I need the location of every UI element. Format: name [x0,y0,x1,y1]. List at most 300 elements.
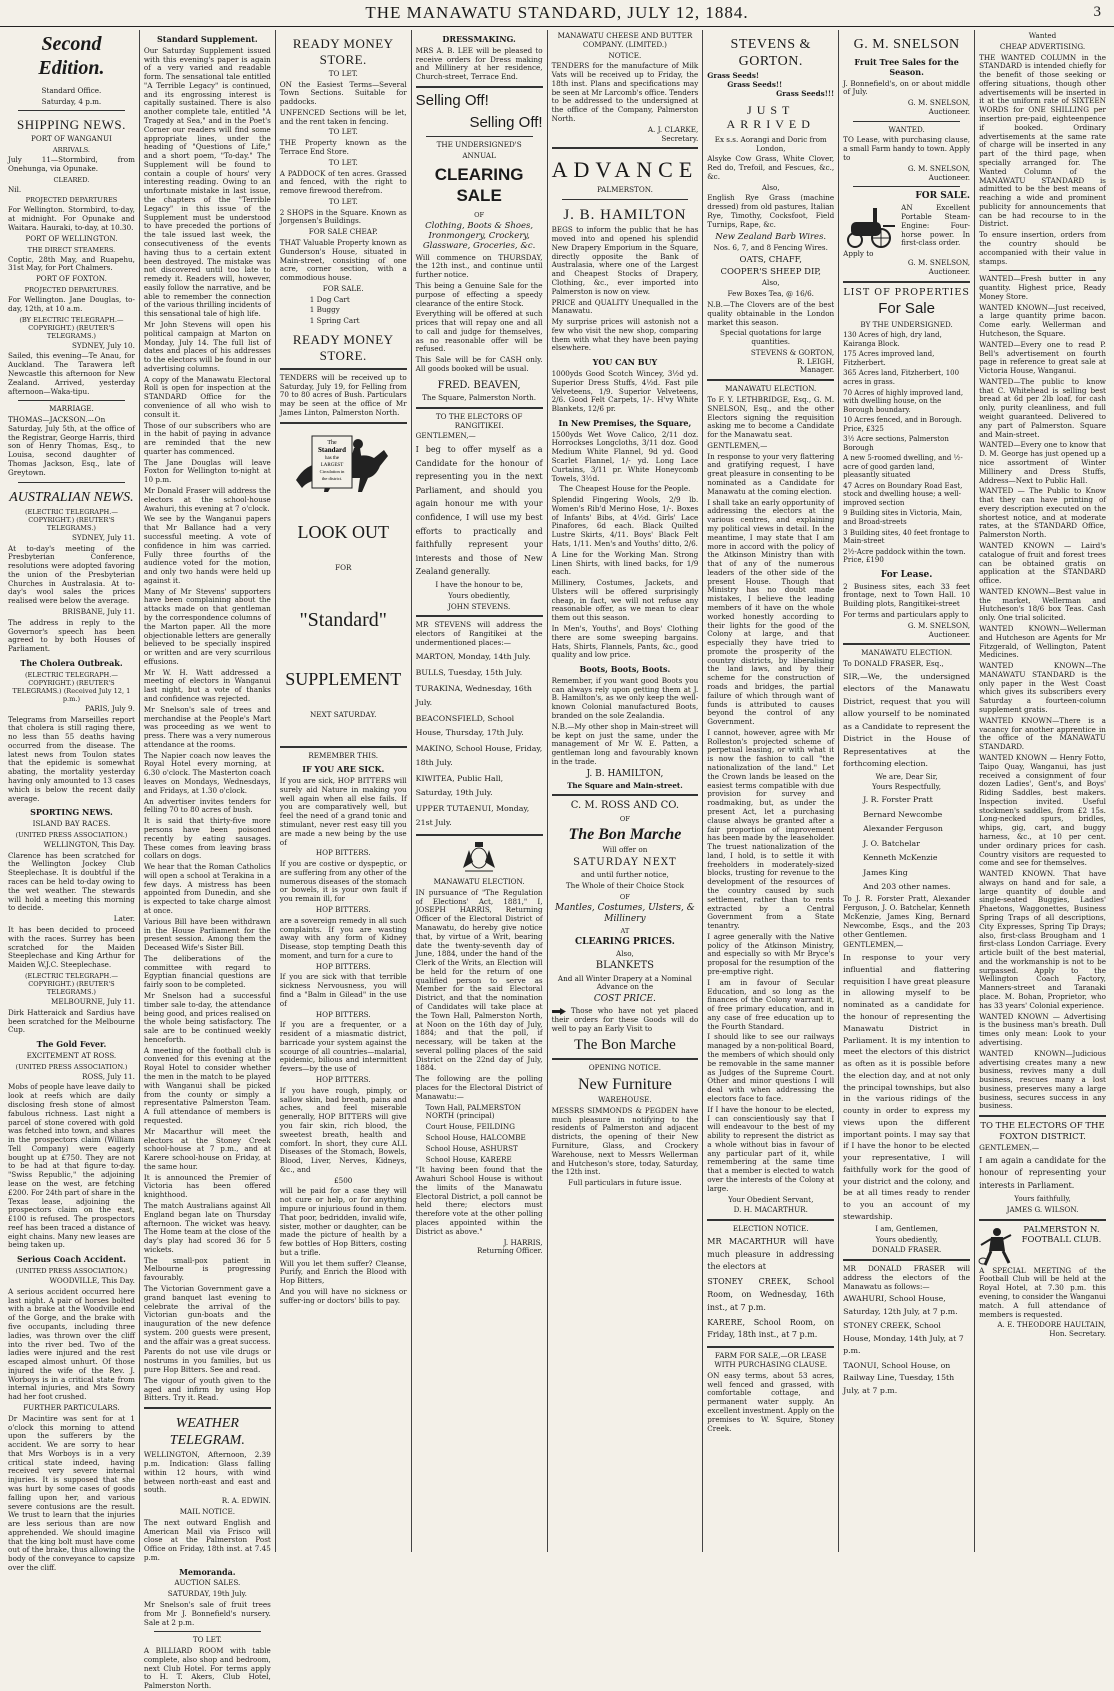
divider [426,136,533,137]
column-8 [975,30,1110,1552]
column-6 [703,30,839,1552]
credit-line: Those who have not yet placed their orders for these Goods will do well to pay an Early Visit to [551,1006,699,1033]
also-line: Also, [761,278,780,288]
lease-text: 2 Business sites, each 33 feet frontage, next to Town Hall. 10 Building plots, Rangitikei-street [843,581,971,609]
news-paragraph: The deliberations of the committee with regard to Egyptian financial questions are fairly soon to be completed. [143,953,271,990]
closing-line: I am, Gentlemen, [875,1223,939,1233]
nb-text: N.B.—The Clovers are of the best quality obtainable in the London market this season. [707,299,835,327]
sale-text: This being a Genuine Sale for the purpose of effecting a speedy clearance of the entire Stock. [415,280,543,308]
list-item: 1 Spring Cart [309,316,360,326]
news-paragraph: Many of Mr Stevens' supporters have been complaining about the attacks made on that gentleman by the correspondence columns of the Marton paper. All the more objectionable letters are generally believed to be specially inspired or written and are very scurrilous effusions. [143,586,271,666]
wanted-ad: WANTED KNOWN — Henry Fotto, Taipo Quay, Wanganui, has just received a consignment of four dozen Ladies', Gent's, and Boys' Riding Saddles, best makers. Inspection invited. Useful stockmen's saddles, from £2 15s. Long-necked spurs, bridles, whips, gig, cart, and buggy harness, &c., at 10 per cent. under ordinary prices for cash. Country visitors are requested to come and see for themselves. [979,752,1106,868]
news-paragraph: Mr Macarthur will meet the electors at the Stoney Creek school-house at 7 p.m., and at Karere school-house on Friday, at the same hour. [143,1126,271,1171]
wanted-ad: WANTED KNOWN—Best value in the market, Wellerman and Hutcheson's 18/6 box Teas. Cash only. One trial solicited. [979,586,1106,623]
dateline: ROSS, July 11. [81,1071,135,1081]
telegraph-line: (ELECTRIC TELEGRAPH.—COPYRIGHT.) (REUTER'S TELEGRAMS.) (Received July 12, 1 p.m.) [12,670,131,703]
memoranda-heading: Memoranda. [179,1566,236,1577]
wanted-ad: WANTED KNOWN—Wellerman and Hutcheson are Agents for Mr Fitzgerald, of Wellington, Patent Medicines. [979,624,1106,660]
football-club-heading: PALMERSTON N. FOOTBALL CLUB. [1021,1224,1102,1245]
wanted-ad: WANTED KNOWN — Advertising is the business man's breath. Dull times only mean: Look to your advertising. [979,1011,1106,1047]
at-line: AT [620,926,630,935]
hop-text: And you will have no sickness or suffer-ing or doctors' bills to pay. [279,1287,407,1305]
news-paragraph: We see by the Wanganui papers that Mr Ballance had a very successful meeting. A vote of confidence in him was carried. Fully three fourths of the audience voted for the motion, and only two hands were held up against it. [143,514,271,585]
selling-off-1: Selling Off! [415,91,489,109]
hop-label: HOP BITTERS. [315,961,371,971]
tolet-text: 2 SHOPS in the Square. Known as Jorgensen's Buildings. [279,207,407,226]
divider [416,407,543,409]
list-item: 9 Building sites in Victoria, Main, and Broad-streets [843,509,963,526]
snelson-role: Auctioneer. [928,172,971,182]
banner-text: the district. [322,475,343,481]
forsale-heading: FOR SALE. [915,191,971,202]
list-item: TURAKINA, Wednesday, 16th July. [415,683,532,707]
fraser-signature: DONALD FRASER. [871,1245,942,1255]
price-list: 1000yds Good Scotch Wincey, 3½d yd. Superior Dress Stuffs, 4½d. Fast pile Velveteens, 1/9. Superior Velveteens, 2/6. Good Felt Carpets, 1/-. H'vy White Blankets, 12/6 pr. [551,368,699,414]
closing-line: Yours Respectfully, [872,782,942,792]
harris-signature: J. HARRIS, [503,1237,543,1247]
palmerston-line: PALMERSTON. [596,185,653,195]
dressmaking-heading: DRESSMAKING. [442,34,516,44]
next-saturday: NEXT SATURDAY. [309,709,377,719]
meeting-places [416,650,543,830]
dateline: BRISBANE, July 11. [62,606,135,616]
list-item: 365 Acres land, Fitzherbert, 100 acres in grass. [843,369,960,387]
divider [18,482,125,483]
divider [416,86,543,88]
grass-seeds: Grass Seeds!! [727,79,783,89]
direct-text: Coptic, 28th May, and Ruapehu, 31st May, for Port Chalmers. [8,254,135,273]
shipping-heading: SHIPPING NEWS. [17,117,126,133]
wanted-heading: WANTED. [888,124,925,134]
rangitikei-text: I beg to offer myself as a Candidate for the honour of representing you in the next Parliament, and should you again honour me with your confidence, I will use my best efforts to practically and faithfully represent your interests and those of New Zealand generally. [415,445,543,577]
oats-line: OATS, CHAFF, [739,254,802,265]
sg-role: Manager. [799,365,835,375]
credit-text [552,1007,699,1033]
news-paragraph: The small-pox patient in Melbourne is progressing favourably. [143,1255,271,1283]
macarthur-text: I agree generally with the Native policy of the Atkinson Ministry, and especially so with Mr Bryce's proposal for the resumption of the pre-emptive right. [707,931,835,977]
divider [552,1058,699,1060]
boots-text: Remember, if you want good Boots you can always rely upon getting them at J. B. Hamilton's, as we only keep the well-known Colonial manufactured Boots, branded on the sole Zealandia. [551,675,699,721]
auction-date: SATURDAY, 19th July. [167,1589,247,1599]
sg-signature: STEVENS & GORTON, [750,347,835,357]
farm-heading: FARM FOR SALE,—OR LEASE WITH PURCHASING CLAUSE. [714,1351,828,1370]
store-footer: READY MONEY STORE. [292,332,394,363]
clearing-prices: CLEARING PRICES. [574,936,675,947]
barb-wire-line: New Zealand Barb Wires. [715,231,827,242]
hop-text: If you are sick with that terrible sickness Nervousness, you will find a "Balm in Gilead" in the use of [279,972,407,1008]
column-1 [4,30,140,1573]
column-2 [140,30,276,1691]
selling-off-2: Selling Off! [469,114,543,132]
requisition-text: SIR,—We, the undersigned electors of the Manawatu District, request that you will allow yourself to be nominated as a Candidate to represent the District in the House of Representatives at the forthcoming election. [843,671,971,769]
telegraph-line: (ELECTRIC TELEGRAPH.—COPYRIGHT.) (REUTER'S TELEGRAMS.) [24,971,118,996]
hop-text: will be paid for a case they will not cure or help, or for anything impure or injurious found in them. That poor, bedridden, invalid wife, sister, mother or daughter, can be made the picture of health by a few bottles of Hop Bitters, costing but a trifle. [279,1186,407,1257]
horse-rider-illustration [288,430,398,500]
telegraph-line: (ELECTRIC TELEGRAPH.—COPYRIGHT.) (REUTER'S TELEGRAMS.) [24,507,118,532]
news-paragraph: Those of our subscribers who are in the habit of paying in advance are reminded that the new quarter has commenced. [143,420,271,456]
divider [280,422,407,424]
beaven-name: FRED. BEAVEN, [437,379,521,391]
wanted-ad: WANTED KNOWN — Laird's catalogue of fruit and forest trees can be obtained gratis on application at the STANDARD office. [979,540,1106,586]
wanted-top: Wanted [1028,31,1057,40]
news-paragraph: The vigour of youth given to the aged and infirm by using Hop Bitters. Try it. Read. [143,1375,271,1403]
banner-text: Standard [318,445,347,454]
bon-marche-footer: The Bon Marche [574,1036,676,1053]
sporting-heading: SPORTING NEWS. [30,807,113,818]
snelson-signature: G. M. SNELSON, [907,620,971,630]
fraser-meetings [843,1293,970,1397]
list-item: BEACONSFIELD, School House, Thursday, 17th July. [415,713,524,737]
list-item: And 203 other names. [863,881,951,891]
clarke-signature: A. J. CLARKE, [647,124,699,134]
list-item: 3½ Acre sections, Palmerston Borough [843,435,949,452]
macarthur-signature: D. H. MACARTHUR. [733,1205,808,1215]
until-line: and until further notice, [581,870,669,880]
buy-heading: YOU CAN BUY [592,357,658,368]
supplement-heading: Standard Supplement. [157,34,258,44]
hop-text: are a sovereign remedy in all such complaints. If you are wasting away with any form of Kidney Disease, stop tempting Death this moment, and turn for a cure to [279,915,407,960]
tolet-heading: TO LET. [328,196,358,206]
will-offer: Will offer on [602,845,648,855]
list-item: 130 Acres of high, dry land, Kairanga Block. [843,331,942,348]
column-3 [276,30,412,1552]
banner-text: LARGEST [320,462,344,468]
divider [843,1259,970,1261]
tolet-heading: TO LET. [328,127,358,137]
list-item: James King [863,867,908,877]
ensure-text: To ensure insertion, orders from the country should be accompanied with their value in stamps. [979,230,1106,266]
australian-text-2: The address in reply to the Governor's speech has been agreed to by both Houses of Parliament. [8,617,135,654]
election-notice-heading: ELECTION NOTICE. [732,1224,809,1234]
snelson-role: Auctioneer. [928,266,971,276]
seeds-text: Alsyke Cow Grass, White Clover, Red do, Trefoil, and Fescues, &c., &c. [707,154,835,181]
list-item: Alexander Ferguson [863,824,943,834]
snelson-signature: G. M. SNELSON, [907,98,971,108]
dateline: SYDNEY, July 11. [71,532,135,542]
advance-heading: ADVANCE [551,157,699,183]
news-paragraph: The match Australians against All England began late on Thursday afternoon. The wicket was heavy. The Home team at the close of the day's play had scored 36 for 5 wickets. [143,1200,271,1254]
apply-line: Apply to [843,249,874,259]
property-list [843,331,970,564]
lookout-heading: LOOK OUT [297,521,389,542]
hop-text: Will you let them suffer? Cleanse, Purify, and Enrich the Blood with Hop Bitters, [279,1258,407,1286]
column-7 [839,30,975,1552]
foxton-heading: TO THE ELECTORS OF THE FOXTON DISTRICT. [980,1121,1105,1142]
news-paragraph: A meeting of the football club is convened for this evening at the Royal Hotel to consider whether the men in the match to be played with Wanganui shall be picked from the county or simply a representative Palmerston Team. A full attendance of members is requested. [143,1045,271,1125]
macarthur-text: If I have the honour to be elected, I can conscientiously say that I will endeavour to the best of my ability to represent the district as a whole without bias in favour of any particular part of it, while remembering at the same time that a member is elected to watch over the interests of the Colony at large. [707,1104,835,1193]
wanted-ad: WANTED—Every one to read P. Bell's advertisement on fourth page in reference to great sale at Victoria House, Wanganui. [979,339,1106,376]
dateline: MELBOURNE, July 11. [51,996,135,1006]
marriage-text: THOMAS—JACKSON.—On Saturday, July 5th, at the office of the Registrar, George Harris, third son of Henry Thomas, Esq., to Louisa, second daughter of Thomas Jackson, Esq., late of Greytown. [8,415,135,477]
island-bay-heading: ISLAND BAY RACES. [32,819,111,829]
divider [843,281,970,283]
list-item: 1 Dog Cart [309,294,350,304]
news-paragraph: Mr Snelson had a successful timber sale to-day, the attendance being good, and prices realised on the whole being satisfactory. The sale are to be continued weekly henceforth. [143,991,271,1044]
karere-meeting: KARERE, School Room, on Friday, 18th inst., at 7 p.m. [707,1317,835,1340]
divider [552,794,699,796]
by-undersigned: BY THE UNDERSIGNED. [860,319,953,329]
ross-name: C. M. ROSS AND CO. [570,800,680,812]
projected-text: For Wellington. Stormbird, to-day, at midnight. For Opunake and Waitara. Hauraki, to-day, at 10.30. [8,205,135,232]
port-foxton: PORT OF FOXTON. [35,274,107,284]
sick-heading: IF YOU ARE SICK. [302,764,385,775]
clearing-sale-heading: CLEARING SALE [434,165,524,205]
hop-text: If you are sick, HOP BITTERS will surely aid Nature in making you well again when all else fails. If you are comparatively well, but feel the need of a grand tonic and stimulant, never rest easy till you are made a new being by the use of [279,776,407,847]
list-item: AWAHURI, School House, Saturday, 12th July, at 7 p.m. [843,1294,958,1316]
closing-line: Yours faithfully, [1014,1194,1071,1204]
stoney-creek-meeting: STONEY CREEK, School Room, on Wednesday, 16th inst., at 7 p.m. [707,1277,835,1312]
hop-text: If you are costive or dyspeptic, or are suffering from any other of the numerous diseases of the stomach or bowels, it is your own fault if you remain ill, for [279,859,407,904]
cleared-text: Nil. [8,184,22,194]
price-list: 1500yds Wet Wove Calico, 2/11 doz. Horrockses Longcloths, 3/11 doz. Good Medium White Flannel, 9d yd. Good Scarlet Flannel, 1/- yd. Long Lace Curtains, 3/11 pr. White Honeycomb Towels, 3½d. [551,429,699,483]
also-line: Also, [616,948,634,958]
notice-text: MR MACARTHUR will have much pleasure in addressing the electors at [707,1236,835,1272]
coach-text: A serious accident occurred here last night. A pair of horses bolted with a brake at the Woodville end of the Gorge, and the brake with five occupants, including three ladies, was thrown over the cliff into the river bed. Two of the ladies were injured and the rest escaped almost unhurt. Of those injured the wife of the Rev. J. Worboys is in a critical state from internal injuries, and Mrs Sowry had her foot crushed. [8,1286,135,1402]
tolet-text: A BILLIARD ROOM with table complete, also shop and bedroom, next Club Hotel. For terms apply to H. T. Akers, Club Hotel, Palmerston North. [143,1646,271,1691]
foxton-projected-heading: PROJECTED DEPARTURES. [24,285,119,294]
marriage-heading: MARRIAGE. [49,404,94,414]
tea-line: Few Boxes Tea, @ 16/6. [727,289,814,299]
reply-to: To J. R. Forster Pratt, Alexander Ferguson, J. O. Batchelar, Kenneth McKenzie, James King, Bernard Newcombe, Esqs., and the 203 other Gentlemen. [843,894,971,939]
premises-heading: In New Premises, the Square, [558,417,692,428]
tolet-heading: TO LET. [192,1635,222,1645]
annual-line: ANNUAL [462,151,496,161]
address-to: To DONALD FRASER, Esq., [843,659,944,669]
office-line: Standard Office. [41,85,102,95]
divider [843,643,970,645]
news-paragraph: The Jane Douglas will leave Foxton for Wellington to-night at 10 p.m. [143,457,271,485]
news-paragraph: It is announced the Premier of Victoria has been offered knighthood. [143,1172,271,1200]
cholera-heading: The Cholera Outbreak. [20,657,123,668]
haultain-role: Hon. Secretary. [1049,1329,1106,1339]
list-item: BULLS, Tuesday, 15th July. [415,667,523,677]
remember-heading: REMEMBER THIS. [308,750,379,760]
clarke-role: Secretary. [661,133,699,143]
macarthur-text: I shall take an early opportunity of addressing the electors at the various centres, and explaining my political views in detail. In the meantime, I may state that I am more in accord with the policy of the Atkinson Ministry than with that of any of the numerous leaders of the other side of the present House. Though that Ministry has no doubt made mistakes, I believe the leading members of it have on the whole worked honestly according to their lights for the good of the Colony at large, and that especially they have tried to promote the prosperity of the country districts, by liberalising the land laws, and by their scheme for the construction of roads and bridges, the partial failure of which through want of funds is attributed to causes beyond the control of any Government. [707,497,835,727]
list-item: TAONUI, School House, on Railway Line, Tuesday, 15th July, at 7 p.m. [843,1360,955,1395]
steam-engine-illustration [843,204,897,248]
edition-title: Second Edition. [38,33,105,80]
saturday-next: SATURDAY NEXT [573,856,677,868]
closing-line: Yours obediently, [448,590,511,600]
list-item: J. R. Forster Pratt [863,795,933,805]
awahuri-text: "It having been found that the Awahuri School House is without the limits of the Manawatu Electoral District, a poll cannot be held there; electors must therefore vote at the other polling places appointed within the District as above." [415,1165,543,1236]
list-item: Town Hall, PALMERSTON NORTH (principal) [425,1102,522,1121]
haultain-signature: A. E. THEODORE HAULTAIN, [997,1320,1106,1330]
just-arrived: JUST ARRIVED [726,102,815,132]
sale-text: Everything will be offered at such prices that will repay one and all to call and judge for themselves, as no reasonable offer will be refused. [415,309,543,354]
column-4 [412,30,548,1552]
wanted-ad: WANTED KNOWN—Just received, a large quantity prime bacon. Come early. Wellerman and Hutcheson, the Square. [979,302,1106,338]
snelson-header: G. M. SNELSON [853,37,960,52]
nb-text: N.B.—My other shop in Main-street will be kept on just the same, under the management of Mr W. E. Patten, a gentleman long and favourably known in the trade. [551,721,699,766]
coach-heading: Serious Coach Accident. [17,1254,126,1265]
australian-heading: AUSTRALIAN NEWS. [9,489,134,505]
bon-marche-heading: The Bon Marche [568,825,682,843]
masthead [0,0,1114,27]
news-paragraph: Mr John Stevens will open his political campaign at Marton on Monday, July 14. The full list of dates and places of his addresses to the electors will be found in our advertising columns. [143,319,271,373]
wanted-ad: WANTED KNOWN—Judicious advertising creates many a new business, revives many a dull business, rescues many a lost business, preserves many a large business, secures success in any business. [979,1048,1106,1111]
melbourne-text: Dirk Hatteraick and Sardius have been scratched for the Melbourne Cup. [8,1007,135,1035]
stevens-text: MR STEVENS will address the electors of Rangitikei at the undermentioned places:— [415,620,543,647]
hop-text: If you have rough, pimply, or sallow skin, bad breath, pains and aches, and feel miserable generally, HOP BITTERS will give you fair skin, rich blood, the sweetest breath, health and comfort. In short, they cure ALL Diseases of the Stomach, Bowels, Blood, Liver, Nerves, Kidneys, &c., and [279,1085,407,1174]
hamilton-address: The Square and Main-street. [567,780,683,790]
closing-line: Yours obediently, [875,1234,938,1244]
salutation: GENTLEMEN,— [415,431,476,441]
direct-heading: THE DIRECT STEAMERS. [27,245,116,254]
grass-seeds: Grass Seeds!!! [776,88,835,98]
clothing-text: In Men's, Youths', and Boys' Clothing there are some sweeping bargains. Hats, Shirts, Flannels, Pants, &c., good quality and low price. [551,624,699,660]
ross-heading: EXCITEMENT AT ROSS. [26,1050,117,1060]
tenders-text: TENDERS will be received up to Saturday, July 19, for Felling from 70 to 80 acres of Bush. Particulars may be seen at the office of Mr James Linton, Palmerston North. [279,372,407,417]
macarthur-text: I am in favour of Secular Education, and so long as the finances of the Colony warrant it, of free primary education, and in any case of free education up to the Fourth Standard. [707,977,835,1031]
of-line: OF [619,892,630,901]
news-paragraph: The Victorian Government gave a grand banquet last evening to celebrate the arrival of the Victorian gun-boats and the inauguration of the new defence system. 200 guests were present, and the affair was a great success. [143,1284,271,1346]
divider [707,379,834,381]
election-text: IN pursuance of "The Regulation of Elections' Act, 1881," I, JOSEPH HARRIS, Returning Officer of the Electoral District of Manawatu, do hereby give notice that, by virtue of a Writ, bearing date the twenty-seventh day of June, 1884, under the hand of the Clerk of the Writs, an Election will be held for the return of one qualified person to serve as Member for the said Electoral District, and that the nomination of Candidates will take place at the Town Hall, Palmerston North, at Noon on the 16th day of July, 1884; and that the poll, if necessary, will be taken at the several polling places of the said District on the 22nd day of July, 1884. [415,887,543,1073]
news-paragraph: Various Bill have been withdrawn in the House Parliament for the present session. Among them the Deceased Wife's Sister Bill. [143,916,271,953]
warehouse-line: WAREHOUSE. [598,1095,652,1105]
drapery-line: And all Winter Drapery at a Nominal Advance on the [557,973,692,992]
press-line: (UNITED PRESS ASSOCIATION.) [15,1267,128,1275]
press-line: (UNITED PRESS ASSOCIATION.) [15,1062,128,1071]
wanted-text: TO Lease, with purchasing clause, a small Farm handy to town. Apply to [843,135,971,163]
fruit-heading: Fruit Tree Sales for the Season. [854,57,959,77]
hop-text: If you are a frequenter, or a resident of a miasmatic district, barricade your system against the scourge of all countries—malarial, epidemic, bilious and intermittent fevers—by the use of [279,1020,407,1074]
page-number: 3 [1093,4,1102,20]
divider [416,615,543,617]
divider [989,270,1096,271]
for-sale-heading: For Sale [878,300,935,318]
macarthur-text: I should like to see our railways managed by a non-political Board, the members of which should only be removable in the same manner as Judges of the Supreme Court. Other and minor questions I will deal with when addressing the electors face to face. [707,1032,835,1103]
australian-text-1: At to-day's meeting of the Presbyterian Conference, resolutions were adopted favoring the union of the Presbyterian Churches in Australasia. At to-day's wool sales the prices realised were below the average. [8,543,135,606]
macarthur-text: In response to your very flattering and gratifying request, I have great pleasure in consenting to be nominated as a Candidate for Manawatu at the coming election. [707,451,835,496]
list-item: MARTON, Monday, 14th July. [415,651,531,661]
fraser-reply: In response to your very influential and flattering requisition I have great pleasure in allowing myself to be nominated as a candidate for the honour of representing the Manawatu District in Parliament. It is my intention to meet the electors of this district as often as it is possible before the election day, and at not only the principal townships, but also in the various ridings of the county in order to express my views upon the different important points. I may say that if I have the honor to be elected your representative, I will faithfully work for the good of your district and the colony, and be at all times ready to render to you an account of my stewardship. [843,953,971,1221]
port-wanganui: PORT OF WANGANUI [31,134,112,144]
list-item: School House, HALCOMBE [425,1132,526,1142]
port-wellington: PORT OF WELLINGTON. [25,233,118,243]
sale-text: This Sale will be for CASH only. All goods booked will be usual. [415,355,543,373]
divider [853,121,960,122]
divider [154,1631,261,1632]
rangitikei-heading: TO THE ELECTORS OF RANGITIKEI. [435,411,523,430]
news-paragraph: A copy of the Manawatu Electoral Roll is open for inspection at the STANDARD Office for the convenience of all who wish to consult it. [143,374,271,419]
cholera-text: Telegrams from Marseilles report that cholera is still raging there, no less than 55 deaths having occurred from the disease. The latest news from Toulon states that the epidemic is somewhat abating, the mortality yesterday having only amounted to 13 cases which is below the recent daily average. [8,714,135,803]
further-text: Dr Macintire was sent for at 1 o'clock this morning to attend upon the sufferers by the accident. We are sorry to hear that Mrs Worboys is in a very critical state indeed, having received very severe internal injuries. It is supposed that she was hurt by some cases of goods falling upon her, and various severe contusions are the result. We trust to learn that the injuries are less serious than are now apprehended. We should imagine that the king bolt must have come out of the brake, thus allowing the body of the conveyance to capsize over the cliff. [8,1413,135,1573]
divider [280,746,407,748]
news-paragraph: Our Saturday Supplement issued with this evening's paper is again of a very varied and readable form. The sensational tale entitled "A Terrible Legacy" is continued, and its engrossing interest is capitally sustained. There is also another complete tale, entitled "A Tragedy at Sea," and in the Poet's Corner our readers will find some appropriate lines, under the heading of "Questions of Life," and a short poem, "To-day." The Supplement will be found to contain a couple of hours' very interesting reading. Owing to an unfortunate mistake in last issue, the chapters of the "Terrible Legacy" in this issue of the Supplement must be understood to have preceded the portions of the tale issued last week, the consecutiveness of the events having thus to a certain extent been destroyed. The mistake was not discovered until too late to remedy it. Readers will, however, easily follow the narrative, and be able to remember the connection of the various thrilling incidents of this sensational tale of high life. [143,45,271,319]
polling-places [416,1104,543,1165]
news-paragraph: We hear that the Roman Catholics will open a school at Terakina in a few days. A mistress has been appointed from Dunedin, and she is expected to take charge almost at once. [143,862,271,915]
dateline: SYDNEY, July 10. [71,340,135,350]
list-item: 175 Acres improved land, Fitzherbert. [843,350,935,367]
hamilton-text: My surprise prices will astonish not a few who visit the new shop, comparing them with what they have been paying elsewhere. [551,317,699,353]
cost-price: COST PRICE. [593,994,656,1005]
dressmaking-text: MRS A. B. LEE will be pleased to receive orders for Dress making and Millinery at her residence, Church-street, Terrace End. [415,45,543,82]
foxton-text: I am again a candidate for the honour of representing your interests in Parliament. [979,1155,1106,1191]
hamilton-heading: J. B. HAMILTON [563,206,687,223]
press-line: (UNITED PRESS ASSOCIATION.) [15,830,128,839]
cheap-advertising-text: THE WANTED COLUMN in the STANDARD is intended chiefly for the benefit of those seeking or offering situations, though other advertisements will be inserted in it at the uniform rate of SIXTEEN WORDS for ONE SHILLING per insertion pre-paid, eighteenpence if booked. Ordinary advertisements at the same rate of charge will be inserted in any part of the third page, when specially arranged for. The Wanted Column of the MANAWATU STANDARD is admitted to be the best means of reaching a wide and prominent publicity for announcements that can be had recourse to in the District. [979,52,1106,229]
list-item: Bernard Newcombe [863,809,943,819]
list-item: UPPER TUTAENUI, Monday, 21st July. [415,804,530,828]
signer-list [843,794,970,893]
foxton-projected-text: For Wellington. Jane Douglas, to-day, 12th, at 10 a.m. [8,294,135,313]
weather-heading: WEATHER TELEGRAM. [169,1416,245,1449]
list-item: J. O. Batchelar [863,838,920,848]
news-paragraph: Parents do not use vile drugs or nostrums in you families, but us pure Hop Bitters. See and read. [143,1347,271,1375]
hamilton-signature: J. B. HAMILTON, [586,768,664,779]
millinery-text: Millinery, Costumes, Jackets, and Ulsters will be offered surprisingly cheap, in fact, we will not refuse any reasonable offer, as we mean to clear them out this season. [551,578,699,623]
beaven-address: The Square, Palmerston North. [422,392,537,402]
price-list: Splendid Fingering Wools, 2/9 lb. Women's Rib'd Merino Hose, 1/-. Boxes of Infants' Bibs, at 4½d. Girls' Lace Pinafores, 6d each. Black Quilted Lustre Skirts, 4/11. Boys' Black Felt Hats, 1/11. Men's and Youths' ditto, 2/6. [551,495,699,548]
ross-text: Mobs of people have leave daily to look at reefs which are daily disclosing fresh stone of almost fabulous richness. Last night a parcel of stone covered with gold was fetched into town, and shares in the prospectors claim (William Tell Company) were eagerly bought up at £750. They are not to be had at that figure to-day. "Swiss Republic," the adjoining lease on the west, are fetching £200. For 24th part of share in the Texas lease, adjoining the prospectors claim on the east, £100 is refused. The prospectors reef has been traced a distance of eight chains. Many new leases are being taken up. [8,1082,135,1250]
salutation: GENTLEMEN,— [843,940,904,950]
list-item: School House, ASHURST [425,1143,518,1153]
weather-signature: R. A. EDWIN. [221,1496,271,1506]
closing-line: I have the honour to be, [435,580,523,590]
fruit-text: J. Bonnefield's, on or about middle of July. [843,78,971,97]
working-man-text: A Line for the Working Man. Strong Linen Shirts, with lined backs, for 1/9 each. [551,549,699,577]
tolet-heading: TO LET. [328,157,358,167]
cheap-advertising-heading: CHEAP ADVERTISING. [999,41,1086,51]
opening-notice: OPENING NOTICE. [588,1062,662,1072]
list-item: STONEY CREEK, School House, Monday, 14th July, at 7 p.m. [843,1321,964,1356]
forsale-text: THAT Valuable Property known as Gunderson's House, situated in Main-street, consisting of one acre, corner section, with a commodious house. [279,238,407,283]
mail-text: The next outward English and American Mail via Frisco will close at the Palmerston Post Office on Friday, 18th inst. at 7.45 p.m. [143,1517,271,1562]
cheapest-line: The Cheapest House for the People. [559,484,691,494]
snelson-signature: G. M. SNELSON, [907,258,971,268]
dateline: PARIS, July 9. [85,703,135,713]
salutation: GENTLEMEN,— [707,440,768,450]
tolet-text: THE Property known as the Terrace End Store. [279,138,407,156]
list-item: 70 Acres of highly improved land, with dwelling house, on the Borough boundary. [843,388,964,414]
sheep-dip-line: COOPER'S SHEEP DIP, [720,267,822,278]
list-item: 3 Building sites, 40 feet frontage to Main-street [843,528,970,546]
divider [280,368,407,370]
cleared-heading: CLEARED. [53,175,90,184]
news-paragraph: An advertiser invites tenders for felling 70 to 80 acres of bush. [143,796,271,815]
arrivals-heading: ARRIVALS. [52,145,91,154]
closing-line: Your Obedient Servant, [728,1194,814,1204]
for-line: FOR [335,562,352,572]
election-heading: MANAWATU ELECTION. [861,648,953,658]
banner-text: The [327,439,337,446]
hamilton-text: PRICE and QUALITY Unequalled in the Manawatu. [551,297,699,316]
wanted-ad: WANTED—The public to know that C. Whitehead is selling best bread at 6d per 2lb loaf, for cash only, purity cleanliness, and full weight guaranteed. Delivered to any part of Palmerston. Square and Main-street. [979,376,1106,439]
goods-line: Clothing, Boots & Shoes, Ironmongery, Crockery, Glassware, Groceries, &c. [422,220,536,252]
football-text: A SPECIAL MEETING of the Football Club will be held at the Royal Hotel, at 7.30 p.m. this evening, to consider the Wanganui match. A full attendance of members is requested. [979,1265,1106,1319]
projected-heading: PROJECTED DEPARTURES [25,196,118,205]
list-item: A new 5-roomed dwelling, and ½-acre of good garden land, pleasantly situated [843,454,963,480]
address-to: To F. Y. LETHBRIDGE, Esq., G. M. SNELSON, Esq., and the other Electors signing the requisition asking me to become a Candidate for the Manawatu seat. [707,395,835,440]
full-particulars: Full particulars in future issue. [568,1178,682,1188]
mail-heading: MAIL NOTICE. [179,1507,235,1516]
simmonds-text: MESSRS SIMMONDS & PEGDEN have much pleasure in notifying to the residents of Palmerston and adjacent districts, the opening of their New Furniture, Glass, and Crockery Warehouse, next to Messrs Wellerman and Hutcheson's store, today, Saturday, the 12th inst. [551,1105,699,1177]
list-item: Kenneth McKenzie [863,853,938,863]
wilson-signature: JAMES G. WILSON. [1006,1204,1079,1214]
list-item: MAKINO, School House, Friday, 18th July. [415,743,543,767]
forsale-heading: FOR SALE. [322,283,364,293]
seeds-text: English Rye Grass (machine dressed) from old pastures, Italian Rye, Timothy, Cocksfoot, Field Turnips, Rape, &c. [707,193,835,229]
dateline: WOODVILLE, This Day. [49,1276,135,1286]
gold-heading: The Gold Fever. [36,1039,107,1050]
divider [979,1219,1106,1221]
whole-line: The Whole of their Choice Stock [565,880,684,890]
telegraph-line: (BY ELECTRIC TELEGRAPH.—COPYRIGHT.) (REUTER'S TELEGRAMS.) [19,315,124,340]
list-item: 1 Buggy [309,305,340,315]
